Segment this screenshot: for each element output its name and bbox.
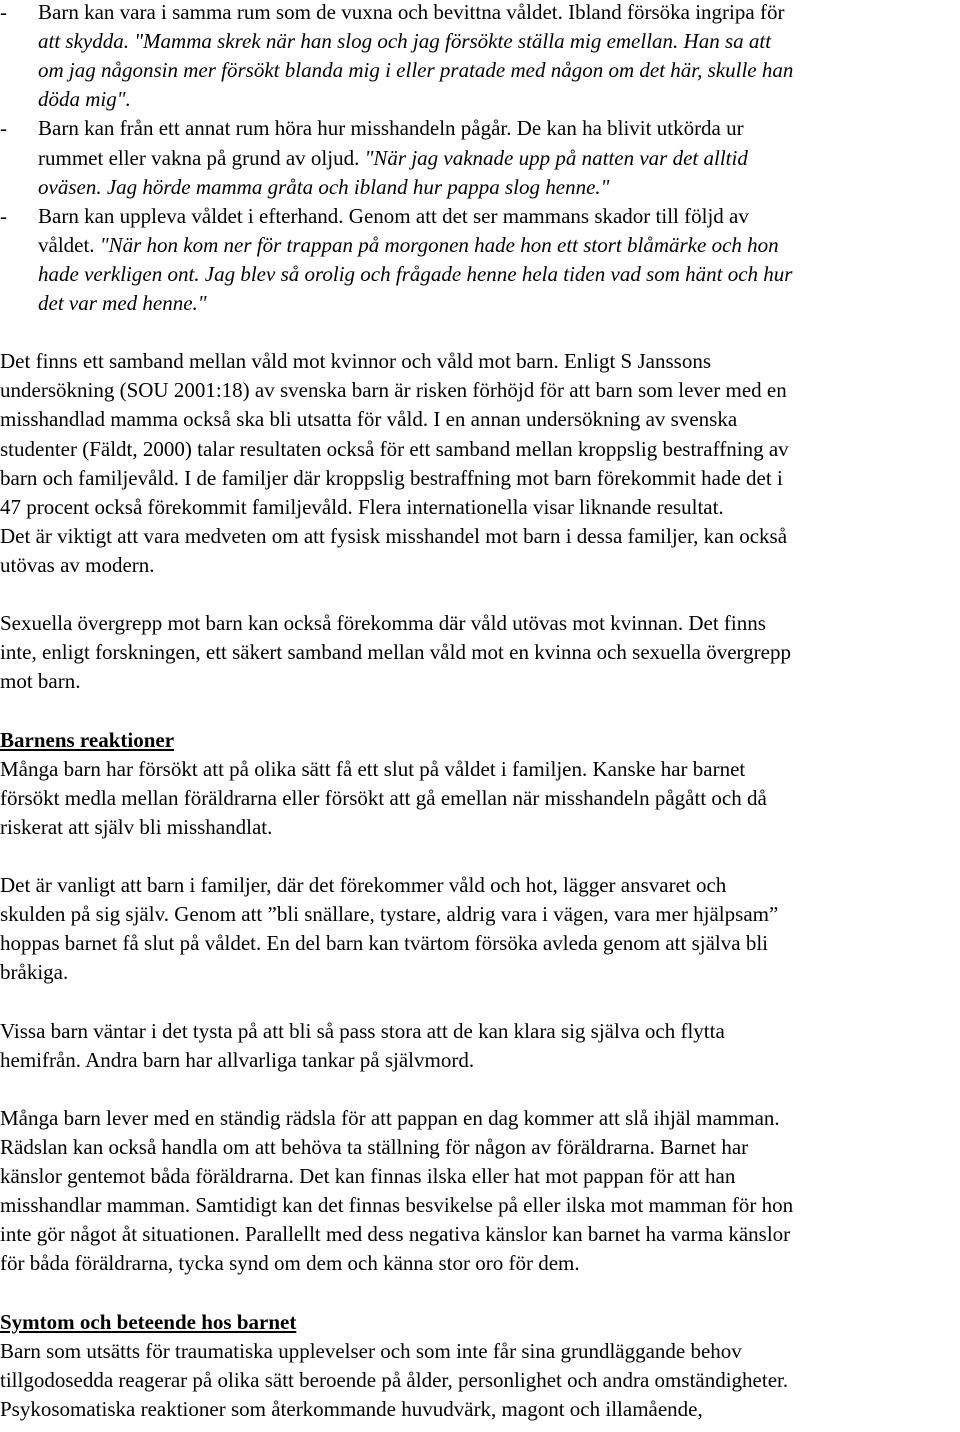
bullet-dash: -: [0, 0, 7, 24]
text-run: 47 procent också förekommit familjevåld. Flera internationella visar liknande resultat.: [0, 494, 724, 519]
paragraph-line: [0, 493, 724, 521]
text-run: studenter (Fäldt, 2000) talar resultaten också för ett samband mellan kroppslig bestraffning av: [0, 436, 789, 461]
text-run: utövas av modern.: [0, 552, 155, 577]
paragraph-line: [0, 755, 745, 783]
text-run: "När jag vaknade upp på natten var det alltid: [364, 145, 748, 170]
text-run: hade verkligen ont. Jag blev så orolig och frågade henne hela tiden vad som hänt och hur: [38, 261, 793, 286]
text-run: skulden på sig själv. Genom att ”bli snällare, tystare, aldrig vara i vägen, vara mer hjälpsam”: [0, 902, 779, 927]
bullet-line: [38, 202, 749, 230]
text-run: barn och familjevåld. I de familjer där kroppslig bestraffning mot barn förekommit hade det i: [0, 465, 783, 490]
paragraph-line: [0, 347, 711, 375]
paragraph-line: [0, 435, 789, 463]
paragraph-line: [0, 1162, 735, 1190]
text-run: om jag någonsin mer försökt blanda mig i eller pratade med någon om det här, skulle han: [38, 58, 794, 83]
text-run: Barn kan från ett annat rum höra hur misshandeln pågår. De kan ha blivit utkörda ur: [38, 116, 744, 141]
text-run: det var med henne.": [38, 291, 207, 315]
paragraph-line: [0, 405, 737, 433]
text-run: försökt medla mellan föräldrarna eller försökt att gå emellan när misshandeln pågått och då: [0, 785, 767, 810]
text-run: misshandlad mamma också ska bli utsatta för våld. I en annan undersökning av svenska: [0, 407, 738, 432]
text-run: att skydda. "Mamma skrek när han slog och jag försökte ställa mig emellan. Han sa att: [38, 29, 772, 54]
bullet-line: [38, 0, 784, 26]
text-run: hemifrån. Andra barn har allvarliga tankar på självmord.: [0, 1047, 475, 1072]
paragraph-line: [0, 1366, 788, 1394]
section-heading: [0, 1308, 296, 1336]
paragraph-line: [0, 1133, 748, 1161]
paragraph-line: [0, 929, 768, 957]
bullet-line: [38, 114, 744, 142]
section-heading: [0, 726, 174, 754]
text-run: oväsen. Jag hörde mamma gråta och ibland hur pappa slog henne.": [38, 174, 610, 199]
bullet-line: [38, 260, 792, 288]
bullet-line: [38, 85, 131, 113]
bullet-line: [38, 56, 793, 84]
text-run: Sexuella övergrepp mot barn kan också förekomma där våld utövas mot kvinnan. Det finns: [0, 611, 766, 636]
text-run: Många barn har försökt att på olika sätt få ett slut på våldet i familjen. Kanske har barnet: [0, 756, 746, 781]
text-run: hoppas barnet få slut på våldet. En del barn kan tvärtom försöka avleda genom att själva bli: [0, 931, 769, 956]
text-run: inte gör något åt situationen. Parallellt med dess negativa känslor kan barnet ha varma känslor: [0, 1222, 791, 1247]
paragraph-line: [0, 609, 766, 637]
text-run: misshandlar mamman. Samtidigt kan det finnas besvikelse på eller ilska mot mamman för hon: [0, 1193, 794, 1218]
text-run: inte, enligt forskningen, ett säkert samband mellan våld mot en kvinna och sexuella övergrepp: [0, 640, 791, 665]
text-run: Rädslan kan också handla om att behöva ta ställning för någon av föräldrarna. Barnet har: [0, 1134, 749, 1159]
text-run: känslor gentemot båda föräldrarna. Det kan finnas ilska eller hat mot pappan för att han: [0, 1164, 736, 1188]
text-run: riskerat att själv bli misshandlat.: [0, 814, 273, 839]
text-run: rummet eller vakna på grund av oljud.: [38, 145, 365, 170]
paragraph-line: [0, 464, 783, 492]
paragraph-line: [0, 1337, 742, 1365]
bullet-dash: -: [0, 116, 7, 141]
paragraph-line: [0, 958, 68, 986]
paragraph-line: [0, 1017, 725, 1045]
text-run: Det finns ett samband mellan våld mot kvinnor och våld mot barn. Enligt S Janssons: [0, 349, 711, 374]
text-run: Psykosomatiska reaktioner som återkommande huvudvärk, magont och illamående,: [0, 1396, 703, 1421]
text-run: Vissa barn väntar i det tysta på att bli så pass stora att de kan klara sig själva och flytta: [0, 1018, 725, 1043]
bullet-line: [38, 27, 771, 55]
paragraph-line: [0, 1191, 793, 1219]
text-run: för båda föräldrarna, tycka synd om dem och känna stor oro för dem.: [0, 1251, 580, 1276]
paragraph-line: [0, 813, 272, 841]
paragraph-line: [0, 1395, 703, 1423]
text-run: mot barn.: [0, 669, 81, 694]
text-run: Det är viktigt att vara medveten om att fysisk misshandel mot barn i dessa familjer, kan också: [0, 523, 788, 548]
text-run: undersökning (SOU 2001:18) av svenska barn är risken förhöjd för att barn som lever med en: [0, 378, 787, 403]
paragraph-line: [0, 871, 726, 899]
text-run: Barn kan uppleva våldet i efterhand. Genom att det ser mammans skador till följd av: [38, 203, 749, 228]
text-run: Det är vanligt att barn i familjer, där det förekommer våld och hot, lägger ansvaret och: [0, 873, 727, 897]
text-run: bråkiga.: [0, 960, 69, 985]
paragraph-line: [0, 551, 155, 579]
text-run: "När hon kom ner för trappan på morgonen hade hon ett stort blåmärke och hon: [99, 232, 779, 257]
bullet-line: [38, 173, 609, 201]
paragraph-line: [0, 376, 787, 404]
paragraph-line: [0, 1220, 790, 1248]
paragraph-line: [0, 1104, 780, 1132]
text-run: Symtom och beteende hos barnet: [0, 1309, 297, 1334]
text-run: Barn som utsätts för traumatiska upplevelser och som inte får sina grundläggande behov: [0, 1338, 742, 1363]
paragraph-line: [0, 522, 787, 550]
paragraph-line: [0, 1046, 474, 1074]
paragraph-line: [0, 667, 80, 695]
bullet-line: [38, 231, 779, 259]
paragraph-line: [0, 638, 791, 666]
paragraph-line: [0, 1249, 580, 1277]
text-run: Barn kan vara i samma rum som de vuxna och bevittna våldet. Ibland försöka ingripa för: [38, 0, 785, 24]
bullet-line: [38, 289, 207, 317]
paragraph-line: [0, 784, 767, 812]
text-run: tillgodosedda reagerar på olika sätt beroende på ålder, personlighet och andra omständigheter.: [0, 1367, 789, 1392]
bullet-line: [38, 144, 748, 172]
bullet-dash: -: [0, 203, 7, 228]
text-run: våldet.: [38, 232, 100, 257]
text-run: Barnens reaktioner: [0, 727, 175, 752]
text-run: Många barn lever med en ständig rädsla för att pappan en dag kommer att slå ihjäl mamman.: [0, 1105, 780, 1130]
text-run: döda mig".: [38, 87, 131, 112]
paragraph-line: [0, 900, 778, 928]
